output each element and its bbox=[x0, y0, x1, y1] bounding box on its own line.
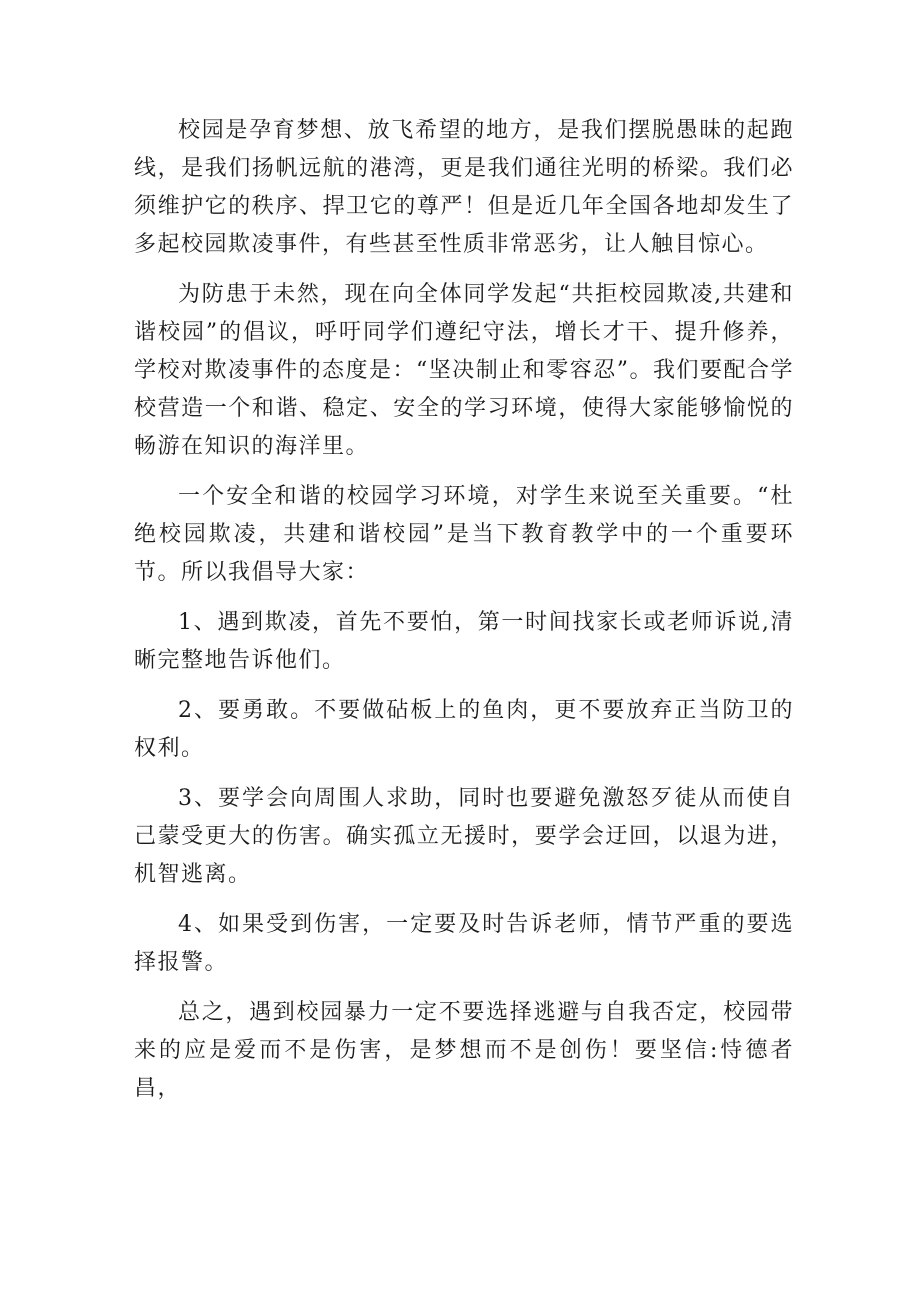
document-body bbox=[134, 112, 794, 1120]
paragraph-item-1: 1、遇到欺凌，首先不要怕，第一时间找家长或老师诉说,清晰完整地告诉他们。 bbox=[134, 610, 794, 673]
paragraph-intro: 校园是孕育梦想、放飞希望的地方，是我们摆脱愚昧的起跑线，是我们扬帆远航的港湾，更是我们通往光明的桥梁。我们必须维护它的秩序、捍卫它的尊严！但是近几年全国各地却发生了多起校园欺凌事件，有些甚至性质非常恶劣，让人触目惊心。 bbox=[134, 118, 794, 257]
paragraph-item-4: 4、如果受到伤害，一定要及时告诉老师，情节严重的要选择报警。 bbox=[134, 912, 794, 975]
paragraph-item-3: 3、要学会向周围人求助，同时也要避免激怒歹徒从而使自己蒙受更大的伤害。确实孤立无援时，要学会迂回，以退为进，机智逃离。 bbox=[134, 786, 794, 887]
paragraph-initiative: 为防患于未然，现在向全体同学发起“共拒校园欺凌,共建和谐校园”的倡议，呼吁同学们遵纪守法，增长才干、提升修养，学校对欺凌事件的态度是：“坚决制止和零容忍”。我们要配合学校营造一个和谐、稳定、安全的学习环境，使得大家能够愉悦的畅游在知识的海洋里。 bbox=[134, 282, 794, 459]
paragraph-item-2: 2、要勇敢。不要做砧板上的鱼肉，更不要放弃正当防卫的权利。 bbox=[134, 698, 794, 761]
paragraph-advocacy: 一个安全和谐的校园学习环境，对学生来说至关重要。“杜绝校园欺凌，共建和谐校园”是当下教育教学中的一个重要环节。所以我倡导大家： bbox=[134, 484, 794, 585]
paragraph-conclusion: 总之，遇到校园暴力一定不要选择逃避与自我否定，校园带来的应是爱而不是伤害，是梦想而不是创伤！要坚信:恃德者昌， bbox=[134, 1000, 794, 1101]
